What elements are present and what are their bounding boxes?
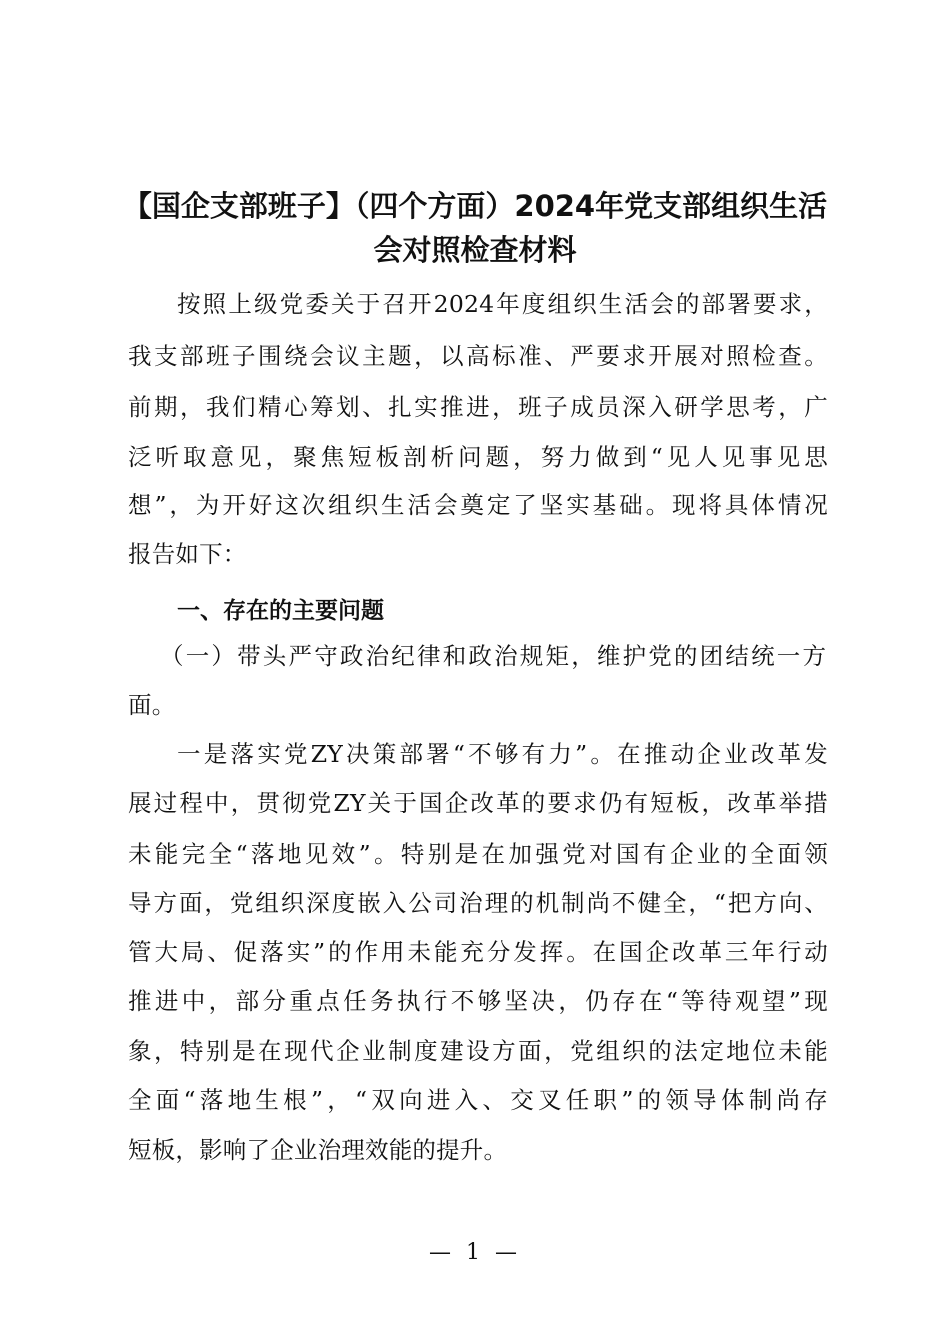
section-heading-main-problems: 一、存在的主要问题 [177, 598, 384, 624]
para1-line-5: 管大局、促落实”的作用未能充分发挥。在国企改革三年行动 [128, 938, 828, 966]
intro-line-5: 想”，为开好这次组织生活会奠定了坚实基础。现将具体情况 [128, 491, 828, 519]
document-title-line-1: 【国企支部班子】（四个方面）2024年党支部组织生活 [122, 189, 828, 223]
para1-line-4: 导方面，党组织深度嵌入公司治理的机制尚不健全，“把方向、 [128, 889, 828, 917]
intro-line-2: 我支部班子围绕会议主题，以高标准、严要求开展对照检查。 [128, 342, 828, 370]
para1-line-9: 短板，影响了企业治理效能的提升。 [128, 1136, 508, 1164]
subsection-heading-line-2: 面。 [128, 691, 176, 719]
para1-line-3: 未能完全“落地见效”。特别是在加强党对国有企业的全面领 [128, 840, 828, 868]
para1-line-8: 全面“落地生根”，“双向进入、交叉任职”的领导体制尚存 [128, 1086, 828, 1114]
intro-line-1: 按照上级党委关于召开2024年度组织生活会的部署要求， [177, 290, 828, 318]
para1-line-2: 展过程中，贯彻党ZY关于国企改革的要求仍有短板，改革举措 [128, 789, 828, 817]
para1-line-6: 推进中，部分重点任务执行不够坚决，仍存在“等待观望”现 [128, 987, 828, 1015]
document-title-line-2: 会对照检查材料 [373, 233, 577, 267]
intro-line-4: 泛听取意见，聚焦短板剖析问题，努力做到“见人见事见思 [128, 443, 828, 471]
page-number: — 1 — [429, 1240, 521, 1265]
subsection-heading-line-1: （一）带头严守政治纪律和政治规矩，维护党的团结统一方 [160, 642, 828, 670]
intro-line-3: 前期，我们精心筹划、扎实推进，班子成员深入研学思考，广 [128, 393, 828, 421]
intro-line-6: 报告如下： [128, 540, 247, 568]
para1-line-1: 一是落实党ZY决策部署“不够有力”。在推动企业改革发 [177, 740, 828, 768]
para1-line-7: 象，特别是在现代企业制度建设方面，党组织的法定地位未能 [128, 1037, 828, 1065]
